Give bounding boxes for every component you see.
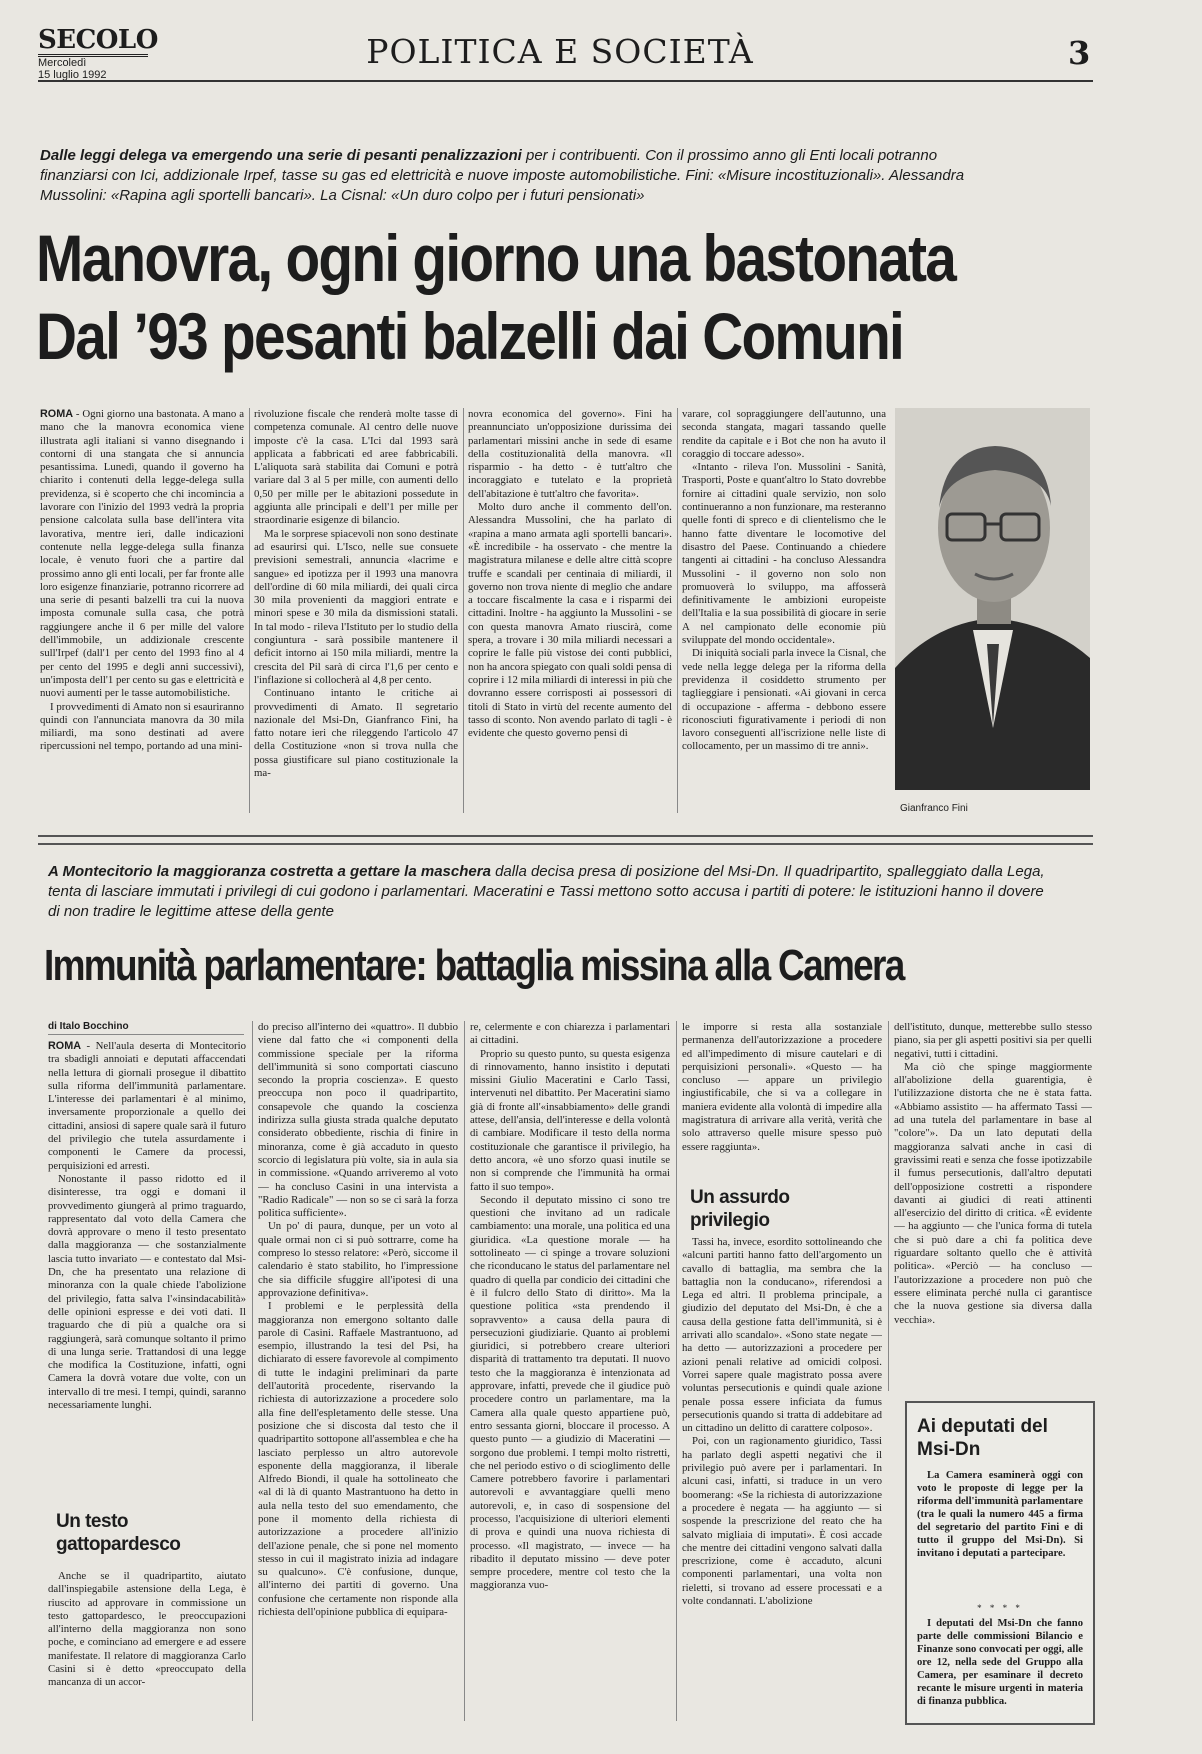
article2-col5-para2: Ma ciò che spinge maggiormente all'abolizione della guarentigia, è l'utilizzazione distorta che ne è stata fatta. «Abbiamo assistito — ha affermato Tassi — ad una tutela del parlamentare in base al "colore"». Da un lato deputati della maggioranza salvati anche in casi di gravissimi reati e senza che fosse ipotizzabile il fumus persecutionis, dall'altro deputati dell'opposizione costretti a rispondere davanti ai giudici di reati attinenti all'esercizio del diritto di critica. «È evidente — ha aggiunto — che l'unica forma di tutela che si può dare a chi fa politica deve riguardare soltanto quello che è attività politica». «Perciò — ha concluso — l'autorizzazione a procedere non può che essere eliminata perché nulla ci garantisce che la nuova gestione sia diversa dalla vecchia». <box>894 1060 1092 1326</box>
article2-column-5 <box>894 1021 1092 1393</box>
article1-col3-para1: novra economica del governo». Fini ha preannunciato un'opposizione durissima dei parlamentari missini anche in sede di esame della costituzionalità della manovra. «Il risparmio - ha detto - è tutt'altro che incoraggiato e tutelato e la proprietà dell'abitazione è tutt'altro che favorita». <box>468 408 672 500</box>
article2-col1-text: - Nell'aula deserta di Montecitorio tra sbadigli annoiati e deputati affaccendati nella lettura di giornali prosegue il dibattito sulla riforma dell'immunità parlamentare. L'interesse dei parlamentari è al minimo, inversamente proporzionale a quello dei cittadini, ansiosi di sapere quale sarà il futuro del privilegio che tutela assurdamente i componenti le Camere da processi, perquisizioni ed arresti. <box>48 1040 246 1172</box>
article1-column-3 <box>468 408 672 818</box>
article1-col3-para2: Molto duro anche il commento dell'on. Alessandra Mussolini, che ha parlato di «rapina a mano armata agli sportelli bancari». «È incredibile - ha osservato - che mentre la magistratura milanese e delle altre città scopre truffe e scandali per centinaia di miliardi, il governo non trova niente di meglio che andare a toccare fiscalmente la casa e i risparmi dei cittadini. Inoltre - ha aggiunto la Mussolini - se con questa manovra Amato riuscirà, come spera, a trovare i 30 mila miliardi necessari a coprire le falle più vistose dei conti pubblici, non ha ancora spiegato con quali soldi pensa di coprire i 12 mila miliardi di interessi in più che dovranno essere corrisposti ai possessori di titoli di Stato in virtù del recente aumento del tasso di sconto. Non avendo parlato di tagli - è evidente che questo governo pensi di <box>468 501 672 740</box>
byline: di Italo Bocchino <box>48 1021 129 1032</box>
masthead-rule <box>38 80 1093 82</box>
article1-col1-para2: I provvedimenti di Amato non si esauriranno quindi con l'annunciata manovra da 30 mila miliardi, ma sono destinati ad avere ripercussioni nel tempo, portando ad una mini- <box>40 700 244 753</box>
article2-col2-para1: do preciso all'interno dei «quattro». Il dubbio viene dal fatto che «i componenti della commissione speciale per la riforma dell'immunità si sono comportati ciascuno secondo la propria coscienza». E questo preoccupa non poco il quadripartito, consapevole che quando la coscienza indirizza sulla giusta strada qualche deputato considerato obbediente, rischia di finire in minoranza, come è già accaduto in questo scorcio di legislatura più volte, sia in aula sia in commissione. «Quando arriveremo al voto — ha concluso Casini in una intervista a "Radio Radicale" — non so se ci sarà la forza politica sufficiente». <box>258 1021 458 1220</box>
article1-col4-para1: varare, col sopraggiungere dell'autunno, una seconda stangata, magari tassando quelle rendite da capitale e i Bot che non ha avuto il coraggio di toccare adesso». <box>682 408 886 460</box>
article2-col1-para2: Nonostante il passo ridotto ed il disinteresse, tra oggi e domani il provvedimento giungerà al primo traguardo, rappresentato dal voto della Camera che dovrà approvare o meno il testo presentato dalla maggioranza — che sostanzialmente lascia tutto invariato — e contestato dal Msi-Dn, che ha presentato una relazione di minoranza con la quale chiede l'abolizione del privilegio, fatta salva l'«insindacabilità» delle opinioni espresse e dei voti dati. Il traguardo che di più a qualche ora si raggiungerà, sarà comunque soltanto il primo di una lunga serie. Trattandosi di una legge che modifica la Costituzione, infatti, ogni Camera la dovrà votare due volte, con un intervallo di tre mesi. I tempi, quindi, saranno necessariamente lunghi. <box>48 1172 246 1412</box>
article1-col2-para1: rivoluzione fiscale che renderà molte tasse di competenza comunale. Al centro delle nuove imposte c'è la casa. L'Ici dal 1993 sarà applicata a fabbricati ed aree fabbricabili. L'aliquota sarà stabilita dai Comuni e potrà variare dal 3 al 5 per mille, con aumenti dello 0,50 per mille per le abitazioni possedute in aggiunta alle principali e dell'1 per mille per straordinarie esigenze di bilancio. <box>254 408 458 527</box>
notice-box-para2: I deputati del Msi-Dn che fanno parte delle commissioni Bilancio e Finanze sono convocati per oggi, alle ore 12, nella sede del Gruppo alla Camera, per esaminare il decreto recante le misure urgenti in materia di finanza pubblica. <box>917 1618 1083 1707</box>
article-separator <box>38 835 1093 845</box>
article2-col1-para3: Anche se il quadripartito, aiutato dall'inspiegabile astensione della Lega, è riuscito ad approvare in commissione un testo gattopardesco, le preoccupazioni all'interno della maggioranza non sono poche, e cominciano ad emergere e ad essere manifestate. Il relatore di maggioranza Carlo Casini si è detto «preoccupato della mancanza di un accor- <box>48 1570 246 1689</box>
notice-box-para1: La Camera esaminerà oggi con voto le proposte di legge per la riforma dell'immunità parlamentare (tra le quali la numero 445 a firma del segretario del partito Fini e di tutto il gruppo del Msi-Dn). Si invitano i deputati a partecipare. <box>917 1470 1083 1559</box>
article2-col2-para2: Un po' di paura, dunque, per un voto al quale ormai non ci si può sottrarre, come ha compreso lo stesso relatore: «Però, siccome il calendario è stato stabilito, ho l'impressione che sia difficile sfuggire all'ipotesi di una approvazione definitiva». <box>258 1220 458 1299</box>
column-divider <box>249 408 250 813</box>
article1-dateline: ROMA <box>40 408 73 420</box>
portrait-illustration <box>895 408 1090 790</box>
article1-col2-para3: Continuano intanto le critiche ai provvedimenti di Amato. Il segretario nazionale del Msi-Dn, Gianfranco Fini, ha fatto notare ieri che rileggendo l'articolo 47 della Costituzione «non si trova nulla che possa giustificare sul piano costituzionale la ma- <box>254 687 458 780</box>
column-divider <box>888 1021 889 1391</box>
article2-kicker-bold: A Montecitorio la maggioranza costretta a gettare la maschera <box>48 863 491 880</box>
article1-kicker <box>40 146 1000 206</box>
article2-col3-para2: Proprio su questo punto, su questa esigenza di rinnovamento, hanno insistito i deputati missini Giulio Maceratini e Carlo Tassi, intervenuti nel dibattito. Per Maceratini siamo già di fronte all'«insabbiamento» delle grandi attese, dell'ansia, dell'interesse e della volontà di cambiare. Modificare il testo della norma costituzionale che garantisce il privilegio, ha detto ancora, «è uno sforzo quasi inutile se non si comprende che l'immunità ha ormai fatto il suo tempo». <box>470 1047 670 1193</box>
article2-col4-para3: Poi, con un ragionamento giuridico, Tassi ha parlato degli aspetti negativi che il privilegio può avere per i parlamentari. In alcuni casi, infatti, si traduce in un vero boomerang: «Se la richiesta di autorizzazione a procedere è negata — ha aggiunto — si sospende la prescrizione del reato che ha salvato migliaia di imputati». È così accade che mentre dei cittadini vengono salvati dalla prescrizione, come è accaduto, alcuni componenti parlamentari, una volta non rieletti, si trovano ad essere processati e a volte condannati. L'abolizione <box>682 1435 882 1608</box>
article1-column-1 <box>40 408 244 818</box>
notice-box-text <box>917 1469 1083 1599</box>
article2-column-3 <box>470 1021 670 1721</box>
article1-kicker-rest: per i contribuenti. Con il prossimo anno gli Enti locali potranno finanziarsi con Ici, addizionale Irpef, tasse su gas ed elettricità e nuove imposte automobilistiche. Fini: «Misure incostituzionali». Alessandra Mussolini: «Rapina agli sportelli bancari». La Cisnal: «Un duro colpo per i futuri pensionati» <box>40 147 965 204</box>
column-divider <box>463 408 464 813</box>
logo-word: SECOLO <box>38 25 158 55</box>
photo-caption: Gianfranco Fini <box>900 803 968 814</box>
subhead-assurdo-privilegio: Un assurdo privilegio <box>690 1187 790 1231</box>
column-divider <box>252 1021 253 1721</box>
article1-column-2 <box>254 408 458 818</box>
column-divider <box>676 1021 677 1721</box>
article2-column-4b <box>682 1236 882 1721</box>
page-number: 3 <box>1068 34 1091 72</box>
article2-column-1 <box>48 1040 246 1508</box>
article2-col4-para2: Tassi ha, invece, esordito sottolineando che «alcuni partiti hanno fatto dell'argomento un cavallo di battaglia, ma sembra che la battaglia non la conducano», riferendosi a Lega ed altri. Il problema principale, a giudizio del deputato del Msi-Dn, è che a causa della gestione fatta dell'immunità, si è arrivati allo scandalo». «Sono state negate — ha detto — autorizzazioni a procedere per azioni penali relative ad omicidi colposi. Vorrei sapere quale magistrato possa avere voluntas persecutionis e quindi quale azione penale possa essere inficiata da fumus persecutionis quando si tratta di addebitare ad un cittadino un delitto di carattere colposo». <box>682 1236 882 1435</box>
article1-col2-para2: Ma le sorprese spiacevoli non sono destinate ad esaurirsi qui. L'Isco, nelle sue consuete previsioni semestrali, annuncia «lacrime e sangue» ed ipotizza per il 1993 una manovra dell'ordine di 60 mila miliardi, dei quali circa 30 mila provenienti da maggiori entrate e minori spese e 30 mila da dismissioni statali. In tal modo - rileva l'Istituto per lo studio della congiuntura - sarà possibile mantenere il deficit intorno ai 150 mila miliardi, mentre la crescita del Pil sarà di circa l'1,6 per cento e l'inflazione si collocherà al 4,8 per cento. <box>254 527 458 686</box>
column-divider <box>464 1021 465 1721</box>
article2-col5-para1: dell'istituto, dunque, metterebbe sullo stesso piano, sia per gli aspetti positivi sia per quelli negativi, tutti i cittadini. <box>894 1021 1092 1060</box>
section-title: POLITICA E SOCIETÀ <box>366 32 754 71</box>
column-divider <box>677 408 678 813</box>
article1-headline-line1: Manovra, ogni giorno una bastonata <box>36 221 956 295</box>
notice-box-stars: * * * * <box>977 1603 1023 1613</box>
article2-headline: Immunità parlamentare: battaglia missina alla Camera <box>44 941 904 990</box>
masthead-date: 15 luglio 1992 <box>38 69 107 81</box>
article2-kicker-rest: dalla decisa presa di posizione del Msi-Dn. Il quadripartito, spalleggiato dalla Lega, tenta di lasciare immutati i privilegi di cui godono i parlamentari. Maceratini e Tassi mettono sotto accusa i partiti di potere: le istituzioni hanno il dovere di non tradire le legittime attese della gente <box>48 863 1045 920</box>
subhead-un-testo: Un testo gattopardesco <box>56 1511 181 1555</box>
article1-col1-text: - Ogni giorno una bastonata. A mano a mano che la manovra economica viene illustrata agli italiani si vanno disegnando i contorni di una stangata che si annuncia pesantissima. Lunedì, quando il governo ha chiarito i contenuti della legge-delega sulla previdenza, si è scoperto che chi incomincia a lavorare con l'inizio del 1993 vedrà la propria pensione calcolata sulla base dell'intera vita lavorativa, mentre ieri, dalle indicazioni contenute nella legge-delega sulla finanza locale, è venuto fuori che a partire dal prossimo anno gli enti locali, per far fronte alle loro esigenze finanziarie, potranno ricorrere ad una serie di pesanti balzelli tra cui la nuova imposta comunale sulla casa, che potrà raggiungere anche il 6 per mille del valore dell'immobile, un addizionale crescente sull'Irpef (dall'1 per cento del 1993 fino al 4 per cento del 1995 e degli anni successivi), un'imposta dell'1 per cento su gas e elettricità e nuovi aumenti per le tasse automobilistiche. <box>40 408 244 700</box>
article2-column-1b <box>48 1570 246 1720</box>
article2-col2-para3: I problemi e le perplessità della maggioranza non emergono soltanto dalle parole di Casini. Raffaele Mastrantuono, ad esempio, illustrando la tesi del Psi, ha dichiarato di essere favorevole al compimento di tutte le indagini preliminari da parte dell'autorità procedente, riservando la richiesta di autorizzazione a procedere solo alla fine dell'espletamento delle stesse. Una posizione che si discosta dal testo che il quadripartito sottopone all'assemblea e che ha lasciato perplesso un altro autorevole esponente della maggioranza, il liberale Alfredo Biondi, il quale ha sottolineato che «al di là di quanto Mastrantuono ha detto in aula nella testo del suo emendamento, che pone il momento della richiesta di autorizzazione a procedere all'inizio dell'azione penale, che si pone nel momento stesso in cui il magistrato inizia ad indagare su qualcuno». C'è confusione, dunque, all'interno dei partiti di governo. Una confusione che certamente non risponde alla richiesta dell'opinione pubblica di equipara- <box>258 1300 458 1619</box>
notice-box <box>905 1401 1095 1725</box>
article1-column-4 <box>682 408 886 818</box>
article2-col3-para1: re, celermente e con chiarezza i parlamentari ai cittadini. <box>470 1021 670 1047</box>
article1-kicker-bold: Dalle leggi delega va emergendo una serie di pesanti penalizzazioni <box>40 147 522 164</box>
article2-column-4 <box>682 1021 882 1171</box>
article1-col4-para2: «Intanto - rileva l'on. Mussolini - Sanità, Trasporti, Poste e quant'altro lo Stato dovrebbe fornire ai cittadini quale servizio, non solo continueranno a non funzionare, ma resteranno quelle fonti di spreco e di clientelismo che le hanno fatte diventare le locomotive del disastro del Paese. Continuando a chiedere tangenti ai cittadini - ha concluso Alessandra Mussolini - il governo non solo non promuoverà lo sviluppo, ma affosserà definitivamente le ambizioni europeiste dell'Italia e la sua possibilità di giocare in serie A nel campionato delle economie più sviluppate del mondo occidentale». <box>682 461 886 647</box>
byline-rule <box>48 1034 244 1035</box>
article2-col4-para1: le imporre si resta alla sostanziale permanenza dell'autorizzazione a procedere ed all'impedimento di misure cautelari e di perquisizioni personali». «Questo — ha concluso — appare un privilegio ingiustificabile, che si va a collegare in maniera evidente alla volontà di impedire alla magistratura di arrivare alla verità, verità che solo attraverso quelle misure spesso può essere raggiunta». <box>682 1021 882 1153</box>
article2-col3-para3: Secondo il deputato missino ci sono tre questioni che invitano ad un radicale cambiamento: una morale, una politica ed una giuridica. «La questione morale — ha sottolineato — ci spinge a trovare soluzioni che riconducano le status del parlamentare nel quadro di quella par condicio dei cittadini che è il fulcro dello Stato di diritto». Ma la questione politica «sta prendendo il sopravvento» a causa della paura di persecuzioni giudiziarie. Quanto ai problemi giuridici, si potrebbero creare ulteriori disparità di trattamento tra deputati. Il nuovo testo che la maggioranza è intenzionata ad approvare, infatti, prevede che il giudice può procedere contro un parlamentare, ma la Camera alla quale questo appartiene può, entro sessanta giorni, bloccare il processo. A questo punto — a giudizio di Maceratini — sorgono due problemi. I tempi molto ristretti, che nel periodo estivo o di scioglimento delle Camere potrebbero favorire i parlamentari autorevoli e avvantaggiare quelli meno autorevoli, e, in caso di sospensione del processo, l'acquisizione di ulteriori elementi di prova e quindi una nuova richiesta di processo. «Il magistrato, — invece — ha ribadito il deputato missino — deve poter sempre procedere, mentre col testo che la maggioranza vuo- <box>470 1193 670 1592</box>
portrait-photo <box>895 408 1090 790</box>
masthead-weekday: Mercoledì <box>38 57 87 69</box>
article1-col4-para3: Di iniquità sociali parla invece la Cisnal, che vede nella legge delega per la riforma della previdenza il cosiddetto strumento per taglieggiare i pensionati. «Ai giovani in cerca di occupazione - afferma - debbono essere riconosciuti figurativamente i periodi di non lavoro conseguenti all'iscrizione nelle liste di collocamento, per un massimo di tre anni». <box>682 647 886 753</box>
notice-box-title: Ai deputati del Msi-Dn <box>917 1416 1048 1460</box>
article2-column-2 <box>258 1021 458 1721</box>
article2-kicker <box>48 862 1058 922</box>
article2-dateline: ROMA <box>48 1040 81 1052</box>
article1-headline-line2: Dal ’93 pesanti balzelli dai Comuni <box>36 299 904 373</box>
masthead-logo <box>38 25 158 81</box>
notice-box-text2 <box>917 1617 1083 1717</box>
